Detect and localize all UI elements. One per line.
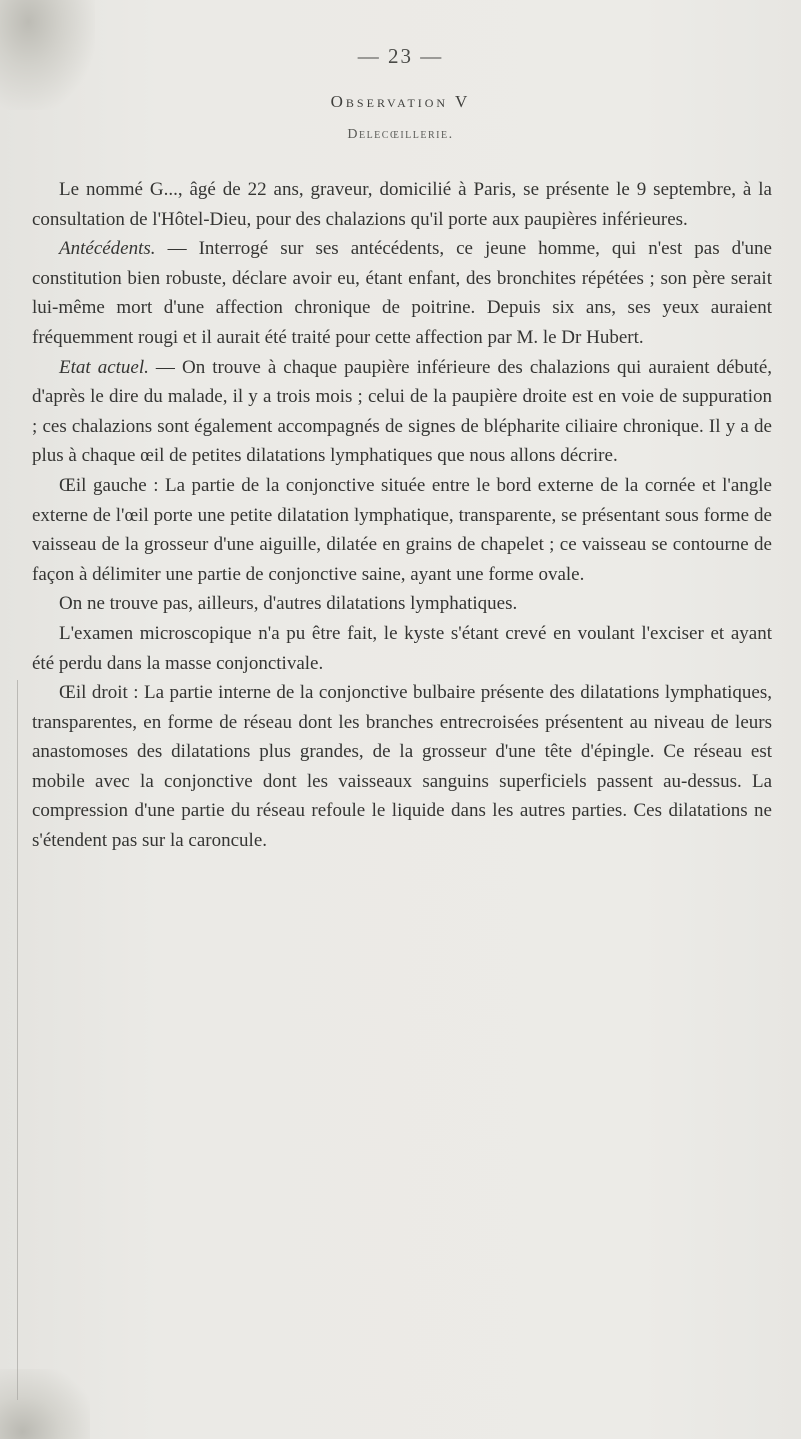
observation-title: Observation V: [330, 92, 471, 111]
observation-subtitle: Delecœillerie.: [347, 127, 454, 142]
paragraph-text: Le nommé G..., âgé de 22 ans, graveur, domicilié à Paris, se présente le 9 septembre, à la consultation de l'Hôtel-Dieu, pour des chalazions qu'il porte aux paupières inférieures.: [32, 179, 772, 230]
paragraph-text: — Interrogé sur ses antécédents, ce jeune homme, qui n'est pas d'une constitution bien robuste, déclare avoir eu, étant enfant, des bronchites répétées ; son père serait lui-même mort d'une affection chronique de poitrine. Depuis six ans, ses yeux auraient fréquemment rougi et il aurait été traité pour cette affection par M. le Dr Hubert.: [32, 238, 772, 348]
paragraph-oeil-gauche: [32, 471, 772, 589]
section-lead: Antécédents.: [59, 238, 156, 260]
paragraph-no-other: [32, 589, 772, 619]
section-lead: Etat actuel.: [59, 356, 149, 378]
paragraph-oeil-droit: [32, 678, 772, 856]
paragraph-text: On ne trouve pas, ailleurs, d'autres dilatations lymphatiques.: [59, 593, 518, 615]
paragraph-text: L'examen microscopique n'a pu être fait, le kyste s'étant crevé en voulant l'exciser et ayant été perdu dans la masse conjonctivale.: [32, 622, 772, 674]
margin-edge-line: [17, 680, 18, 1400]
paragraph-intro: [32, 175, 772, 234]
paragraph-text: Œil droit : La partie interne de la conjonctive bulbaire présente des dilatations lymphatiques, transparentes, en forme de réseau dont les branches entrecroisées présentent au niveau de leurs anastomoses des dilatations plus grandes, de la grosseur d'une tête d'épingle. Ce réseau est mobile avec la conjonctive dont les vaisseaux sanguins superficiels passent au-dessus. La compression d'une partie du réseau refoule le liquide dans les autres parties. Ces dilatations ne s'étendent pas sur la caroncule.: [32, 682, 772, 852]
paragraph-etat-actuel: [32, 353, 772, 471]
paragraph-text: Œil gauche : La partie de la conjonctive située entre le bord externe de la cornée et l'angle externe de l'œil porte une petite dilatation lymphatique, transparente, se présentant sous forme de vaisseau de la grosseur d'une aiguille, dilatée en grains de chapelet ; ce vaisseau se contourne de façon à délimiter une partie de conjonctive saine, ayant une forme ovale.: [32, 474, 772, 585]
body-text: [32, 175, 772, 856]
paragraph-text: — On trouve à chaque paupière inférieure des chalazions qui auraient débuté, d'après le dire du malade, il y a trois mois ; celui de la paupière droite est en voie de suppuration ; ces chalazions sont également accompagnés de signes de blépharite ciliaire chronique. Il y a de plus à chaque œil de petites dilatations lymphatiques que nous allons décrire.: [32, 356, 773, 467]
paragraph-examen: [32, 619, 772, 678]
page-number: — 23 —: [357, 44, 444, 68]
paper-stain-bottom: [0, 1369, 90, 1439]
paragraph-antecedents: [32, 234, 772, 352]
